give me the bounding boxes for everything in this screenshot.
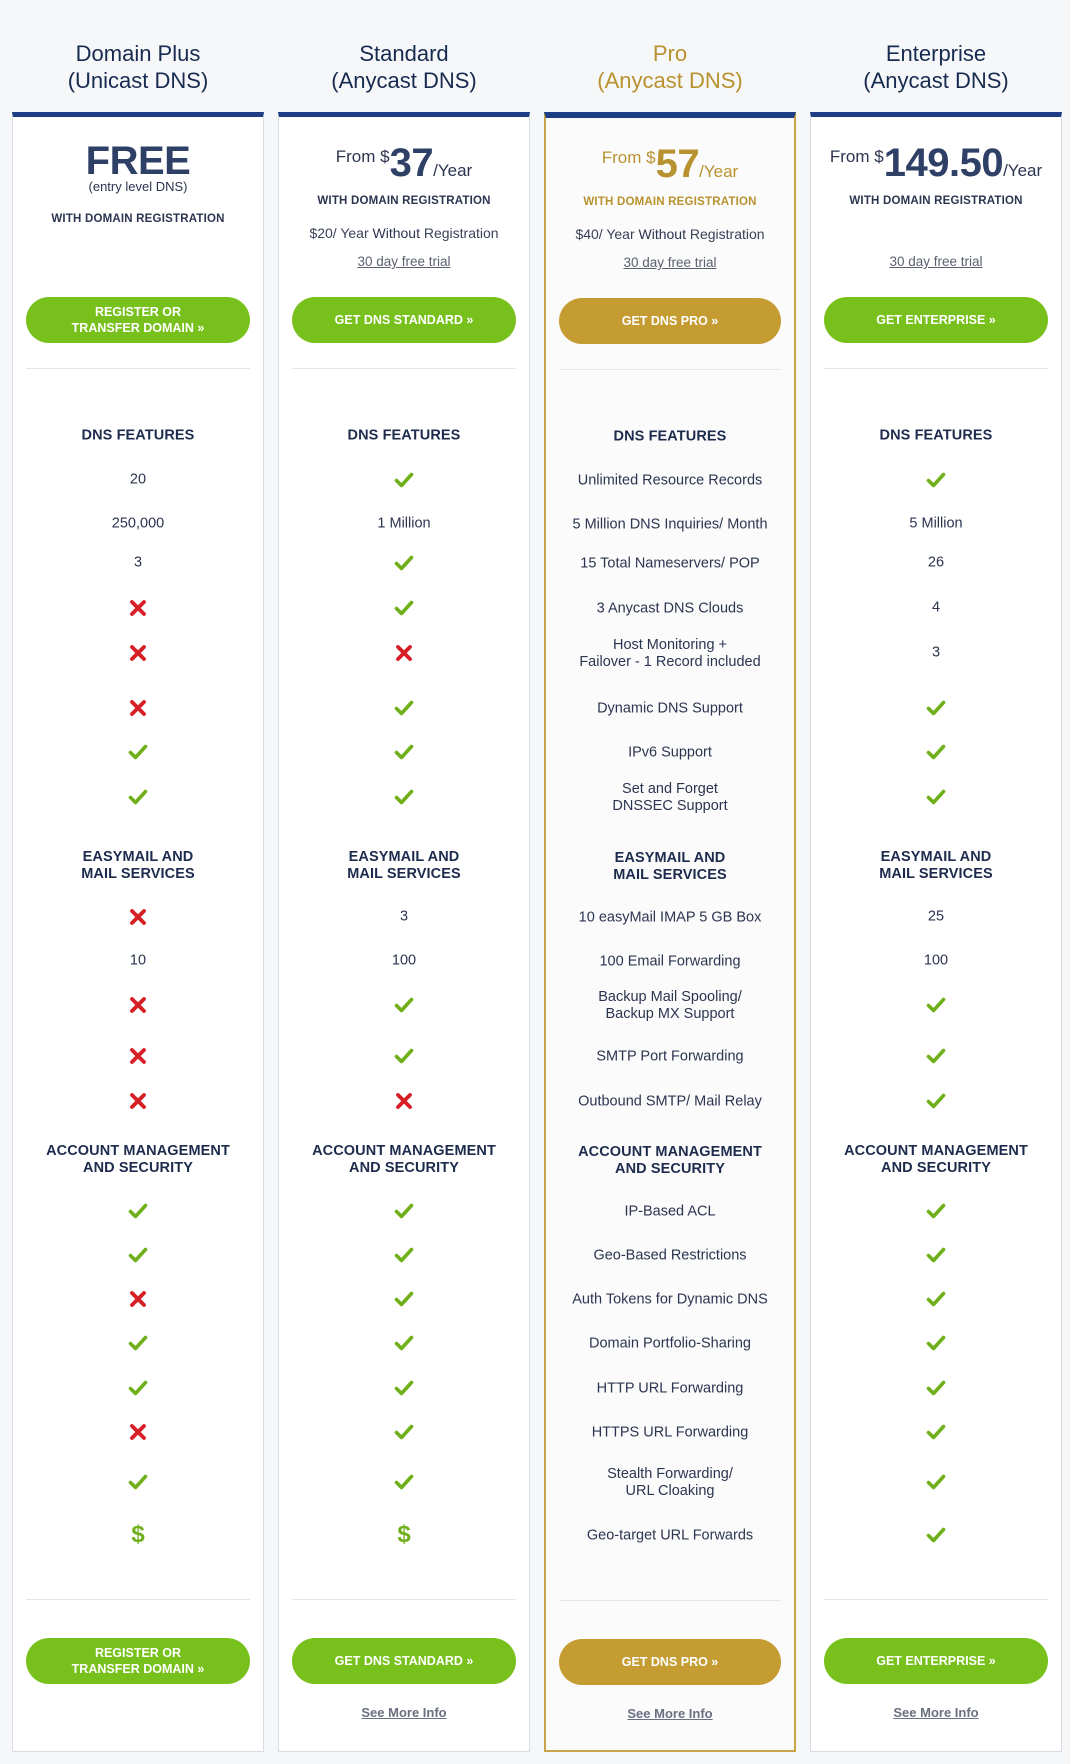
check-icon xyxy=(285,1422,523,1442)
plan-name: Domain Plus xyxy=(75,41,201,66)
button-label xyxy=(72,304,205,336)
check-icon xyxy=(817,698,1055,718)
section-heading-text xyxy=(348,428,461,445)
section-heading xyxy=(19,849,257,883)
divider xyxy=(292,1599,516,1600)
check-icon xyxy=(926,1289,946,1309)
without-registration-price xyxy=(279,225,529,241)
section-heading-text xyxy=(82,428,195,445)
button-label-line: GET DNS STANDARD » xyxy=(334,313,474,327)
feature-value: 4 xyxy=(931,599,941,616)
check-icon xyxy=(285,598,523,618)
section-heading-line: DNS FEATURES xyxy=(81,427,195,444)
feature-value: 3 xyxy=(931,644,941,661)
divider xyxy=(559,1600,781,1601)
price xyxy=(13,141,263,221)
button-label xyxy=(72,1645,205,1677)
section-heading xyxy=(817,428,1055,445)
check-icon xyxy=(817,1378,1055,1398)
section-heading-line: DNS FEATURES xyxy=(347,427,461,444)
check-icon xyxy=(19,1245,257,1265)
cross-icon xyxy=(128,907,148,927)
feature-value: SMTP Port Forwarding xyxy=(596,1048,744,1065)
check-icon xyxy=(926,698,946,718)
cross-icon xyxy=(19,1289,257,1309)
plan-name: Pro xyxy=(652,41,688,66)
check-icon xyxy=(926,1378,946,1398)
feature-value: 100 xyxy=(391,952,417,969)
check-icon xyxy=(817,1046,1055,1066)
get-plan-button-top[interactable] xyxy=(559,298,781,344)
check-icon xyxy=(128,1472,148,1492)
check-icon xyxy=(817,995,1055,1015)
feature-text-line: Failover - 1 Record included xyxy=(579,654,761,670)
feature-value: Geo-Based Restrictions xyxy=(593,1247,747,1264)
get-plan-button-top[interactable] xyxy=(824,297,1048,343)
check-icon xyxy=(926,742,946,762)
button-label xyxy=(622,313,719,329)
cross-icon xyxy=(19,1422,257,1442)
see-more-info-link[interactable]: See More Info xyxy=(361,1705,447,1720)
plan-column-free xyxy=(12,0,264,1752)
check-icon xyxy=(394,742,414,762)
plan-card xyxy=(544,112,796,1752)
plan-name: Standard xyxy=(359,41,449,66)
check-icon xyxy=(926,1333,946,1353)
get-plan-button-top[interactable] xyxy=(292,297,516,343)
check-icon xyxy=(19,742,257,762)
section-heading xyxy=(19,428,257,445)
feature-value: 100 Email Forwarding xyxy=(599,953,741,970)
section-heading-line: AND SECURITY xyxy=(881,1160,991,1176)
check-icon xyxy=(394,995,414,1015)
feature-value: Outbound SMTP/ Mail Relay xyxy=(578,1093,762,1110)
feature-value: Geo-target URL Forwards xyxy=(586,1527,754,1544)
check-icon xyxy=(19,1472,257,1492)
cross-icon xyxy=(128,1046,148,1066)
divider xyxy=(559,369,781,370)
check-icon xyxy=(926,1422,946,1442)
feature-text-line: DNSSEC Support xyxy=(612,798,728,814)
section-heading-line: EASYMAIL AND xyxy=(82,849,194,865)
feature-value: 10 xyxy=(129,952,147,969)
dollar-icon xyxy=(19,1523,257,1547)
divider xyxy=(824,1599,1048,1600)
feature-value: 5 Million xyxy=(909,515,963,532)
plan-title xyxy=(544,0,796,112)
plan-dns-type: (Anycast DNS) xyxy=(597,68,743,93)
feature-text-line: Backup MX Support xyxy=(605,1006,735,1022)
check-icon xyxy=(285,742,523,762)
button-label xyxy=(335,1653,474,1669)
check-icon xyxy=(285,1472,523,1492)
cross-icon xyxy=(19,995,257,1015)
feature-text-line: Stealth Forwarding/ xyxy=(607,1466,733,1482)
price-from xyxy=(830,147,884,166)
check-icon xyxy=(128,742,148,762)
check-icon xyxy=(817,742,1055,762)
price-amount: 57 xyxy=(655,142,700,186)
check-icon xyxy=(926,1472,946,1492)
section-heading-line: ACCOUNT MANAGEMENT xyxy=(46,1143,230,1159)
feature-text-line: URL Cloaking xyxy=(625,1483,715,1499)
section-heading xyxy=(285,1143,523,1177)
button-label xyxy=(622,1654,719,1670)
plan-column-standard xyxy=(278,0,530,1752)
check-icon xyxy=(19,1378,257,1398)
section-heading-line: ACCOUNT MANAGEMENT xyxy=(844,1143,1028,1159)
section-heading xyxy=(552,1144,788,1178)
price-from xyxy=(336,147,390,166)
section-heading-line: DNS FEATURES xyxy=(613,428,727,445)
price-amount: 37 xyxy=(389,141,434,185)
button-label-line: REGISTER OR xyxy=(94,305,182,319)
check-icon xyxy=(817,1245,1055,1265)
check-icon xyxy=(926,1245,946,1265)
feature-value: 25 xyxy=(927,908,945,925)
check-icon xyxy=(926,1091,946,1111)
section-heading-text xyxy=(347,849,461,883)
free-trial-link[interactable]: 30 day free trial xyxy=(357,254,451,269)
feature-value: Auth Tokens for Dynamic DNS xyxy=(572,1291,768,1308)
feature-value xyxy=(552,637,788,671)
feature-text xyxy=(612,781,727,815)
cross-icon xyxy=(285,1091,523,1111)
check-icon xyxy=(394,1245,414,1265)
check-icon xyxy=(817,1472,1055,1492)
section-heading-text xyxy=(81,849,195,883)
see-more-info-link[interactable]: See More Info xyxy=(627,1706,713,1721)
button-label-line: GET DNS PRO » xyxy=(621,314,719,328)
section-heading-line: EASYMAIL AND xyxy=(880,849,992,865)
check-icon xyxy=(394,553,414,573)
check-icon xyxy=(394,1201,414,1221)
check-icon xyxy=(128,787,148,807)
section-heading-line: AND SECURITY xyxy=(349,1160,459,1176)
without-registration-suffix: Registration xyxy=(419,225,499,241)
section-heading-text xyxy=(844,1143,1028,1177)
price-amount: FREE xyxy=(85,139,191,183)
section-heading xyxy=(285,849,523,883)
free-trial-link[interactable]: 30 day free trial xyxy=(623,255,717,270)
plan-card xyxy=(278,112,530,1752)
feature-value: 5 Million DNS Inquiries/ Month xyxy=(572,516,768,533)
plan-dns-type: (Anycast DNS) xyxy=(331,68,477,93)
section-heading-line: EASYMAIL AND xyxy=(614,850,726,866)
check-icon xyxy=(926,1525,946,1545)
price-from-label: From xyxy=(601,148,642,167)
check-icon xyxy=(817,1091,1055,1111)
feature-value: IPv6 Support xyxy=(628,744,712,761)
button-label-line: GET ENTERPRISE » xyxy=(876,313,996,327)
button-label-line: REGISTER OR xyxy=(94,1646,182,1660)
get-plan-button-bottom[interactable] xyxy=(292,1638,516,1684)
cross-icon xyxy=(128,643,148,663)
button-label-line: TRANSFER DOMAIN » xyxy=(71,321,205,335)
cross-icon xyxy=(285,643,523,663)
section-heading-text xyxy=(614,429,727,446)
check-icon xyxy=(285,995,523,1015)
cross-icon xyxy=(128,1289,148,1309)
feature-text-line: Host Monitoring + xyxy=(612,637,728,653)
section-heading-line: MAIL SERVICES xyxy=(879,866,993,882)
feature-value: 1 Million xyxy=(377,515,431,532)
check-icon xyxy=(128,1201,148,1221)
price-amount: 149.50 xyxy=(883,141,1004,185)
button-label-line: GET DNS STANDARD » xyxy=(334,1654,474,1668)
section-heading-text xyxy=(312,1143,496,1177)
feature-text xyxy=(598,989,741,1023)
section-heading-line: DNS FEATURES xyxy=(879,427,993,444)
plan-name: Enterprise xyxy=(885,41,987,66)
check-icon xyxy=(19,1333,257,1353)
cross-icon xyxy=(19,698,257,718)
price-period: /Year xyxy=(1003,161,1043,180)
price-period: /Year xyxy=(433,161,473,180)
dollar-icon: $ xyxy=(397,1521,411,1548)
check-icon xyxy=(817,1333,1055,1353)
registration-note: WITH DOMAIN REGISTRATION xyxy=(849,195,1023,207)
check-icon xyxy=(817,1525,1055,1545)
check-icon xyxy=(926,1201,946,1221)
section-heading-line: MAIL SERVICES xyxy=(613,867,727,883)
check-icon xyxy=(394,1289,414,1309)
price-currency: $ xyxy=(380,147,390,166)
section-heading-line: ACCOUNT MANAGEMENT xyxy=(312,1143,496,1159)
feature-value: HTTP URL Forwarding xyxy=(596,1380,744,1397)
feature-value: IP-Based ACL xyxy=(624,1203,716,1220)
price-from xyxy=(602,148,656,167)
get-plan-button-bottom[interactable] xyxy=(824,1638,1048,1684)
feature-value: 3 xyxy=(399,908,409,925)
section-heading-line: MAIL SERVICES xyxy=(81,866,195,882)
check-icon xyxy=(394,598,414,618)
check-icon xyxy=(926,470,946,490)
feature-value: 100 xyxy=(923,952,949,969)
check-icon xyxy=(817,1201,1055,1221)
cross-icon xyxy=(128,1091,148,1111)
check-icon xyxy=(128,1333,148,1353)
plan-title xyxy=(278,0,530,112)
dollar-icon: $ xyxy=(131,1521,145,1548)
check-icon xyxy=(394,787,414,807)
dollar-icon xyxy=(285,1523,523,1547)
pricing-plans xyxy=(12,0,1062,1752)
section-heading-line: ACCOUNT MANAGEMENT xyxy=(578,1144,762,1160)
price-subtitle: (entry level DNS) xyxy=(88,179,188,194)
plan-card xyxy=(810,112,1062,1752)
without-registration-word: Without xyxy=(368,225,420,241)
feature-value: HTTPS URL Forwarding xyxy=(591,1424,749,1441)
check-icon xyxy=(394,470,414,490)
feature-value xyxy=(552,1466,788,1500)
plan-column-pro xyxy=(544,0,796,1752)
without-registration-amount: $20/ Year xyxy=(309,225,369,241)
feature-text xyxy=(579,637,760,671)
cross-icon xyxy=(128,698,148,718)
check-icon xyxy=(19,787,257,807)
registration-note: WITH DOMAIN REGISTRATION xyxy=(583,196,757,208)
plan-card xyxy=(12,112,264,1752)
button-label-line: GET DNS PRO » xyxy=(621,1655,719,1669)
plan-dns-type: (Unicast DNS) xyxy=(67,68,209,93)
check-icon xyxy=(285,698,523,718)
divider xyxy=(26,368,250,369)
cross-icon xyxy=(19,643,257,663)
button-label xyxy=(335,312,474,328)
feature-text xyxy=(607,1466,733,1500)
section-heading-text xyxy=(613,850,727,884)
price-from-label: From xyxy=(335,147,376,166)
price-currency: $ xyxy=(646,148,656,167)
plan-column-enterprise xyxy=(810,0,1062,1752)
section-heading-text xyxy=(880,428,993,445)
section-heading xyxy=(817,1143,1055,1177)
price-period: /Year xyxy=(699,162,739,181)
cross-icon xyxy=(128,995,148,1015)
check-icon xyxy=(394,1378,414,1398)
see-more-info-link[interactable]: See More Info xyxy=(893,1705,979,1720)
without-registration-amount: $40/ Year xyxy=(575,226,635,242)
section-heading-line: EASYMAIL AND xyxy=(348,849,460,865)
feature-value xyxy=(552,781,788,815)
feature-value: 15 Total Nameservers/ POP xyxy=(580,555,760,572)
button-label xyxy=(876,312,995,328)
section-heading-text xyxy=(578,1144,762,1178)
feature-value xyxy=(552,989,788,1023)
check-icon xyxy=(394,1046,414,1066)
button-label-line: GET ENTERPRISE » xyxy=(876,1654,996,1668)
registration-note: WITH DOMAIN REGISTRATION xyxy=(317,195,491,207)
check-icon xyxy=(285,1378,523,1398)
check-icon xyxy=(817,1289,1055,1309)
price xyxy=(811,141,1061,221)
check-icon xyxy=(285,1289,523,1309)
button-label-line: TRANSFER DOMAIN » xyxy=(71,1662,205,1676)
cross-icon xyxy=(394,1091,414,1111)
price xyxy=(546,142,794,222)
check-icon xyxy=(285,1333,523,1353)
without-registration-price xyxy=(546,226,794,242)
feature-value: 3 xyxy=(133,554,143,571)
without-registration-suffix: Registration xyxy=(685,226,765,242)
check-icon xyxy=(19,1201,257,1221)
feature-value: Dynamic DNS Support xyxy=(597,700,743,717)
cross-icon xyxy=(19,598,257,618)
check-icon xyxy=(817,787,1055,807)
check-icon xyxy=(394,1472,414,1492)
cross-icon xyxy=(128,1422,148,1442)
section-heading xyxy=(552,850,788,884)
section-heading-line: AND SECURITY xyxy=(83,1160,193,1176)
get-plan-button-top[interactable] xyxy=(26,297,250,343)
section-heading-text xyxy=(46,1143,230,1177)
get-plan-button-bottom[interactable] xyxy=(559,1639,781,1685)
check-icon xyxy=(285,470,523,490)
feature-text-line: Backup Mail Spooling/ xyxy=(598,989,742,1005)
cross-icon xyxy=(394,643,414,663)
feature-value: Domain Portfolio-Sharing xyxy=(589,1335,751,1352)
section-heading-line: AND SECURITY xyxy=(615,1161,725,1177)
registration-note: WITH DOMAIN REGISTRATION xyxy=(51,213,225,225)
price xyxy=(279,141,529,221)
feature-value: Unlimited Resource Records xyxy=(577,472,763,489)
feature-value: 10 easyMail IMAP 5 GB Box xyxy=(578,909,762,926)
price-currency: $ xyxy=(874,147,884,166)
section-heading xyxy=(552,429,788,446)
check-icon xyxy=(285,1245,523,1265)
cross-icon xyxy=(19,907,257,927)
section-heading xyxy=(285,428,523,445)
check-icon xyxy=(285,787,523,807)
price-from-label: From xyxy=(829,147,870,166)
feature-value: 26 xyxy=(927,554,945,571)
check-icon xyxy=(285,1201,523,1221)
plan-title xyxy=(12,0,264,112)
feature-text-line: Set and Forget xyxy=(622,781,718,797)
feature-value: 20 xyxy=(129,471,147,488)
check-icon xyxy=(285,553,523,573)
button-label xyxy=(876,1653,995,1669)
section-heading-line: MAIL SERVICES xyxy=(347,866,461,882)
section-heading xyxy=(19,1143,257,1177)
plan-title xyxy=(810,0,1062,112)
section-heading-text xyxy=(879,849,993,883)
divider xyxy=(26,1599,250,1600)
without-registration-word: Without xyxy=(634,226,686,242)
get-plan-button-bottom[interactable] xyxy=(26,1638,250,1684)
check-icon xyxy=(128,1245,148,1265)
cross-icon xyxy=(19,1046,257,1066)
free-trial-link[interactable]: 30 day free trial xyxy=(889,254,983,269)
feature-value: 3 Anycast DNS Clouds xyxy=(596,600,744,617)
check-icon xyxy=(128,1378,148,1398)
cross-icon xyxy=(19,1091,257,1111)
divider xyxy=(292,368,516,369)
check-icon xyxy=(817,1422,1055,1442)
check-icon xyxy=(926,1046,946,1066)
section-heading xyxy=(817,849,1055,883)
divider xyxy=(824,368,1048,369)
check-icon xyxy=(817,470,1055,490)
cross-icon xyxy=(128,598,148,618)
check-icon xyxy=(394,698,414,718)
check-icon xyxy=(394,1333,414,1353)
check-icon xyxy=(394,1422,414,1442)
check-icon xyxy=(926,787,946,807)
plan-dns-type: (Anycast DNS) xyxy=(863,68,1009,93)
check-icon xyxy=(926,995,946,1015)
feature-value: 250,000 xyxy=(111,515,165,532)
check-icon xyxy=(285,1046,523,1066)
